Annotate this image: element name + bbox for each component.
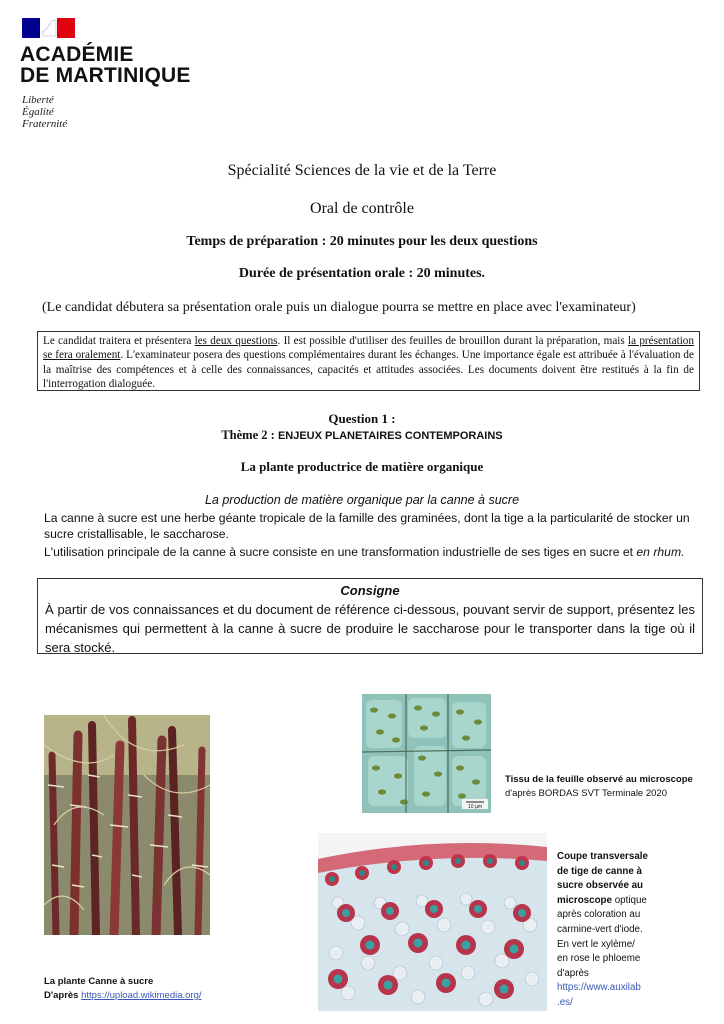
leaf-tissue-micrograph bbox=[362, 694, 491, 813]
sugar-cane-photo bbox=[44, 715, 210, 935]
theme-title: Thème 2 : ENJEUX PLANETAIRES CONTEMPORAINS bbox=[221, 428, 503, 442]
usage-paragraph: L'utilisation principale de la canne à sucre consiste en une transformation industrielle de ses tiges en sucre et en rhum. bbox=[44, 545, 685, 559]
plant-source-link[interactable]: https://upload.wikimedia.org/ bbox=[81, 990, 202, 1001]
exam-title: Oral de contrôle bbox=[310, 200, 414, 217]
preparation-time: Temps de préparation : 20 minutes pour les deux questions bbox=[186, 234, 538, 249]
candidate-note: (Le candidat débutera sa présentation orale puis un dialogue pourra se mettre en place avec l'examinateur) bbox=[42, 300, 636, 315]
intro-paragraph: La canne à sucre est une herbe géante tropicale de la famille des graminées, dont la tige a la particularité de stocker un sucre cristallisable, le saccharose. bbox=[44, 511, 690, 541]
leaf-caption: Tissu de la feuille observé au microscope d'après BORDAS SVT Terminale 2020 bbox=[505, 774, 693, 799]
question-subtitle: La plante productrice de matière organique bbox=[240, 459, 484, 474]
consigne-box bbox=[37, 578, 703, 654]
stem-source-link[interactable]: https://www.auxilab .es/ bbox=[557, 982, 641, 1008]
scale-bar-label: 10 µm bbox=[468, 804, 482, 810]
presentation-duration: Durée de présentation orale : 20 minutes. bbox=[238, 266, 486, 281]
question-label: Question 1 : bbox=[328, 411, 396, 426]
stem-cross-section-micrograph bbox=[318, 833, 547, 1011]
stem-caption: Coupe transversale de tige de canne à sucre observée au microscope optique après coloration au carmine-vert d'iode. En vert le xylème/ en rose le phloeme d'après https://www.auxilab .es/ bbox=[557, 850, 648, 1011]
organization-name: ACADÉMIE DE MARTINIQUE bbox=[20, 43, 191, 87]
marianne-logo bbox=[22, 18, 75, 38]
section-title: La production de matière organique par la canne à sucre bbox=[204, 493, 520, 507]
motto: Liberté Égalité Fraternité bbox=[22, 94, 68, 130]
consigne-text: À partir de vos connaissances et du document de référence ci-dessous, pouvant servir de support, présentez les mécanismes qui permettent à la canne à sucre de produire le saccharose pour le transporter dans la tige où il sera stocké. bbox=[45, 602, 695, 655]
plant-caption: La plante Canne à sucre D'après https://upload.wikimedia.org/ bbox=[44, 976, 202, 1001]
consigne-heading: Consigne bbox=[340, 583, 400, 598]
instructions-box: Le candidat traitera et présentera les deux questions. Il est possible d'utiliser des feuilles de brouillon durant la préparation, mais la présentation se fera oralement. L'examinateur posera des questions complémentaires durant les échanges. Une importance égale est attribuée à l'évaluation de la maîtrise des compétences et à celle des connaissances, capacités et attitudes associées. Les documents doivent être restitués à la fin de l'interrogation dialoguée. bbox=[37, 331, 700, 391]
subject-title: Spécialité Sciences de la vie et de la Terre bbox=[227, 162, 497, 179]
